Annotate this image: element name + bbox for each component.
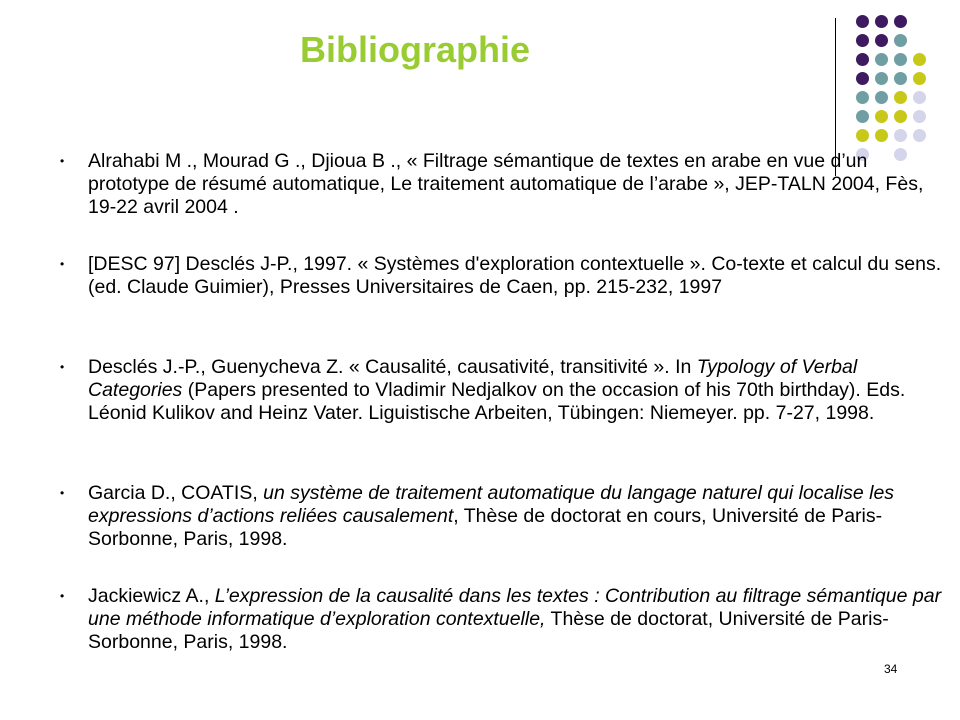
entry-italic-title: L’expression de la causalité dans les textes : Contribution au filtrage sémantique par une méthode informatique d’exploration contextuelle, xyxy=(88,585,942,630)
decorative-dot xyxy=(875,110,888,123)
decorative-dot xyxy=(875,72,888,85)
bibliography-entry xyxy=(60,356,950,448)
bibliography-entry xyxy=(60,253,950,322)
decorative-dot xyxy=(875,34,888,47)
decorative-dot xyxy=(875,15,888,28)
decorative-dot xyxy=(856,110,869,123)
entry-text-part: Thèse de doctorat, Université de Paris-Sorbonne, Paris, 1998. xyxy=(88,608,889,653)
decorative-dot xyxy=(856,91,869,104)
bibliography-entry xyxy=(60,482,950,551)
bullet-icon: • xyxy=(60,486,65,500)
entry-text-part: Jackiewicz A., xyxy=(88,585,215,607)
page-number: 34 xyxy=(884,662,898,676)
bullet-icon: • xyxy=(60,154,65,168)
bibliography-entry xyxy=(60,150,950,219)
decorative-dot xyxy=(894,91,907,104)
decorative-dot xyxy=(875,91,888,104)
entry-italic-title: un système de traitement automatique du langage naturel qui localise les expressions d’actions reliées causalement xyxy=(88,482,895,527)
bibliography-entry xyxy=(60,585,950,654)
entry-text xyxy=(88,356,905,424)
decorative-dot xyxy=(856,34,869,47)
decorative-dot xyxy=(875,129,888,142)
decorative-dot xyxy=(913,129,926,142)
decorative-dot xyxy=(894,34,907,47)
decorative-dot xyxy=(856,53,869,66)
entry-text-part: [DESC 97] Desclés J-P., 1997. « Systèmes d'exploration contextuelle ». Co-texte et calcul du sens. (ed. Claude Guimier), Presses Universitaires de Caen, pp. 215-232, 1997 xyxy=(88,253,942,298)
decorative-dot xyxy=(856,129,869,142)
decorative-dot xyxy=(894,53,907,66)
bullet-icon: • xyxy=(60,257,65,271)
entry-text-part: Alrahabi M ., Mourad G ., Djioua B ., « Filtrage sémantique de textes en arabe en vue d’un prototype de résumé automatique, Le traitement automatique de l’arabe », JEP-TALN 2004, Fès, 19-22 avril 2004 . xyxy=(88,150,924,218)
entry-text xyxy=(88,585,941,653)
slide-title: Bibliographie xyxy=(300,29,531,70)
decorative-dot xyxy=(856,72,869,85)
entry-text-part: Garcia D., COATIS, xyxy=(88,482,264,504)
entry-text-part: Desclés J.-P., Guenycheva Z. « Causalité, causativité, transitivité ». In xyxy=(88,356,697,378)
entry-text-part: , Thèse de doctorat en cours, Université de Paris-Sorbonne, Paris, 1998. xyxy=(88,505,883,550)
decorative-dot xyxy=(913,53,926,66)
entry-text-part: (Papers presented to Vladimir Nedjalkov on the occasion of his 70th birthday). Eds. Léonid Kulikov and Heinz Vater. Liguistische Arbeiten, Tübingen: Niemeyer. pp. 7-27, 1998. xyxy=(88,379,906,424)
decorative-dot xyxy=(875,53,888,66)
decorative-dot xyxy=(913,110,926,123)
decorative-dot xyxy=(894,129,907,142)
entry-text xyxy=(88,253,941,298)
entry-text xyxy=(88,150,923,218)
decorative-dot xyxy=(894,110,907,123)
bullet-icon: • xyxy=(60,360,65,374)
entry-italic-title: Typology of Verbal Categories xyxy=(88,356,858,401)
bibliography-list xyxy=(60,150,950,700)
decorative-dot xyxy=(913,91,926,104)
decorative-dot xyxy=(856,15,869,28)
decorative-dot xyxy=(894,72,907,85)
bullet-icon: • xyxy=(60,589,65,603)
decorative-dot xyxy=(913,72,926,85)
entry-text xyxy=(88,482,894,550)
decorative-dot xyxy=(894,15,907,28)
